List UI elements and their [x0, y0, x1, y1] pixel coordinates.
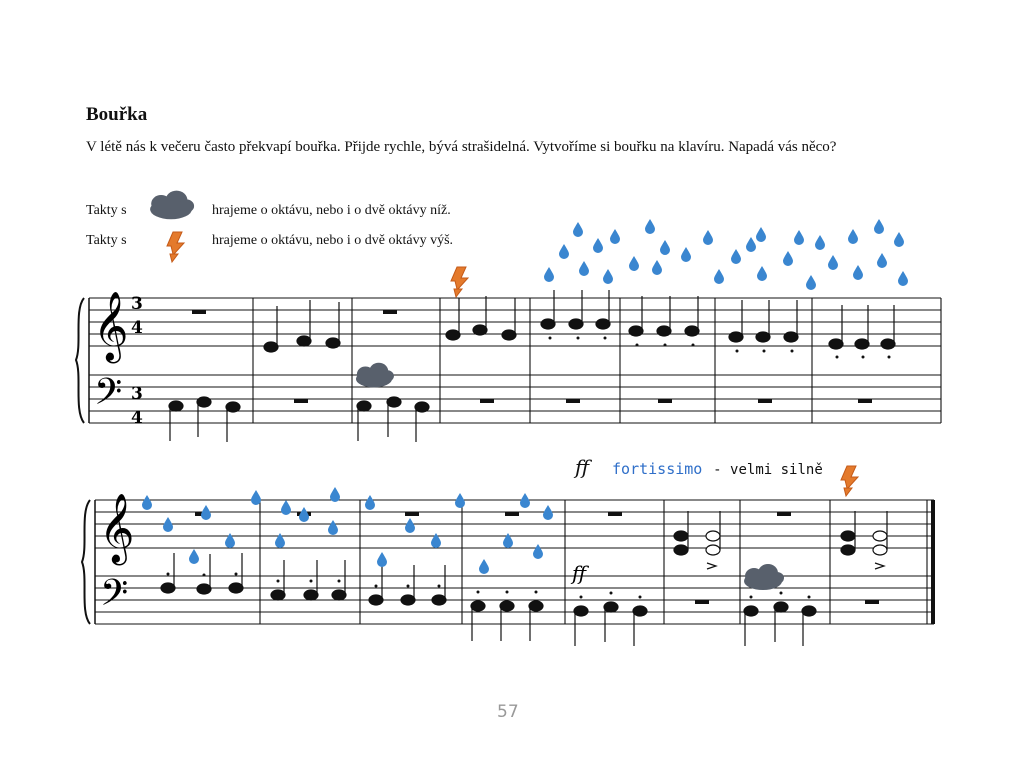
intro-paragraph: V létě nás k večeru často překvapí bouřka. Přijde rychle, bývá strašidelná. Vytvoříme si bouřku na klavíru. Napadá vás něco?: [86, 139, 837, 155]
legend-text-cloud: hrajeme o oktávu, nebo i o dvě oktávy níž.: [212, 203, 451, 218]
time-sig-bass-bottom: 4: [131, 408, 143, 428]
lightning-bolt-icon: [167, 232, 184, 262]
storm-cloud-icon: [150, 191, 194, 220]
page-number: 57: [497, 702, 519, 722]
fortissimo-meaning: - velmi silně: [713, 462, 823, 478]
time-sig-treble-bottom: 4: [131, 318, 143, 338]
bass-clef: 𝄢: [100, 572, 129, 623]
notes-treble-system-1: [264, 290, 895, 352]
storm-cloud-icon: [744, 564, 784, 590]
lightning-bolt-icon: [451, 267, 468, 297]
brace: [82, 500, 90, 624]
legend-label-lightning: Takty s: [86, 233, 127, 248]
storm-cloud-icon: [356, 363, 394, 388]
legend-label-cloud: Takty s: [86, 203, 127, 218]
brace: [76, 298, 84, 423]
treble-clef: 𝄞: [93, 291, 129, 361]
raindrops-system-1: [544, 219, 908, 290]
legend-text-lightning: hrajeme o oktávu, nebo i o dvě oktávy výš.: [212, 233, 454, 248]
fortissimo-word: fortissimo: [612, 460, 703, 478]
lightning-bolt-icon: [841, 466, 858, 496]
treble-clef: 𝄞: [99, 493, 135, 563]
inline-ff-marking: ff: [572, 561, 587, 585]
notes-bass-system-1: [169, 397, 429, 442]
rests-system-1: [192, 310, 872, 403]
time-sig-bass-top: 3: [131, 384, 143, 404]
bass-clef: 𝄢: [94, 371, 123, 422]
ff-symbol: ff: [575, 455, 590, 479]
accent-marks: [707, 563, 884, 569]
time-sig-treble-top: 3: [131, 294, 143, 314]
page-title: Bouřka: [86, 104, 148, 125]
